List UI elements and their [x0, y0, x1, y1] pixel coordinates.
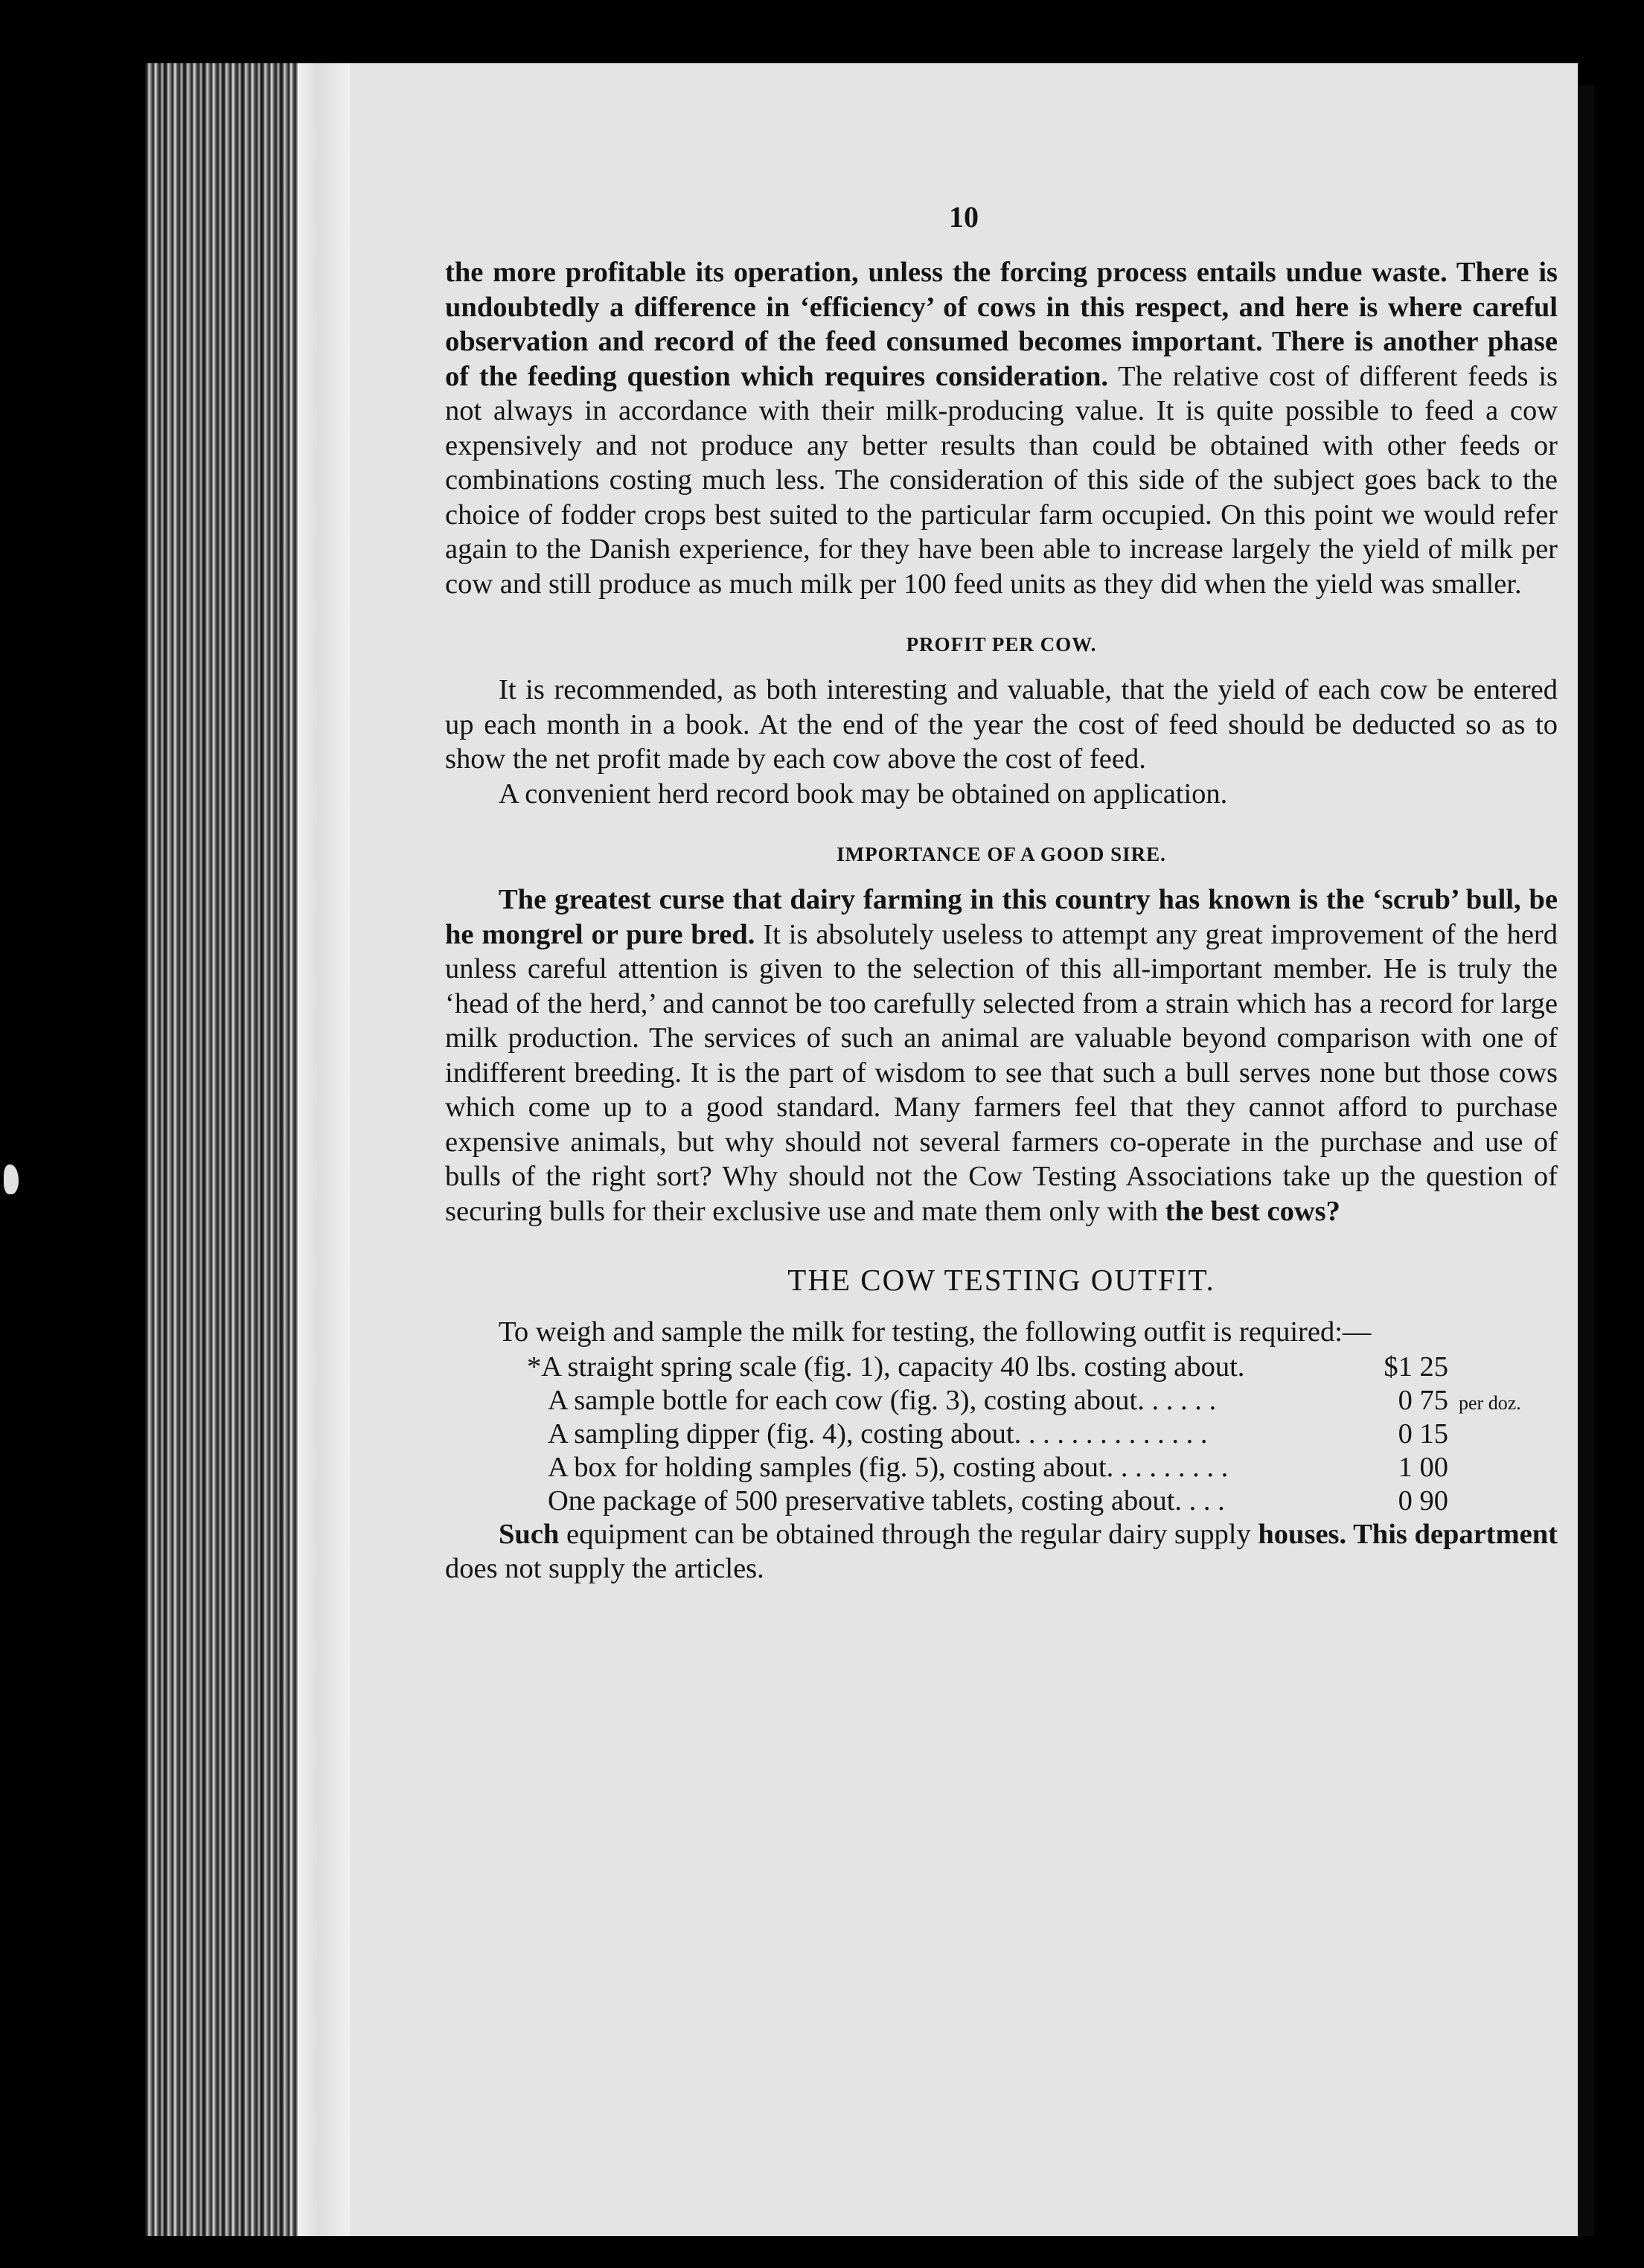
- outfit-item-price: 1 00: [1398, 1451, 1448, 1483]
- outfit-item-label: A sampling dipper (fig. 4), costing about. . . . . . . . . . . . . .: [548, 1418, 1208, 1449]
- page-gutter: [298, 63, 350, 2236]
- equipment-bold: houses. This department: [1258, 1518, 1558, 1550]
- outfit-item-label: A box for holding samples (fig. 5), costing about. . . . . . . . .: [548, 1451, 1229, 1483]
- paragraph-equipment-supply: [445, 1517, 1558, 1586]
- outfit-item-label: A sample bottle for each cow (fig. 3), costing about. . . . . .: [548, 1384, 1217, 1416]
- outfit-intro: To weigh and sample the milk for testing, the following outfit is required:—: [499, 1316, 1372, 1348]
- paragraph-sire-lead: The greatest curse that dairy farming in this country has known is the ‘scrub’ bull, be he mongrel or pure bred.: [445, 884, 1558, 950]
- outfit-item: [445, 1450, 1558, 1484]
- right-page-edge: [1578, 86, 1594, 2236]
- outfit-item-price: 0 90: [1398, 1484, 1448, 1516]
- paragraph-sire-rest: It is absolutely useless to attempt any great improvement of the herd unless careful attention is given to the selection of this all-important member. He is truly the ‘head of the herd,’ and cannot be too carefully selected from a strain which has a record for large milk production. The services of such an animal are valuable beyond comparison with one of indifferent breeding. It is the part of wisdom to see that such a bull serves none but those cows which come up to a good standard. Many farmers feel that they cannot afford to purchase expensive animals, but why should not several farmers co-operate in the purchase and use of bulls of the right sort? Why should not the Cow Testing Associations take up the question of securing bulls for their exclusive use and mate them only with: [445, 918, 1558, 1227]
- equipment-rest: does not supply the articles.: [445, 1553, 764, 1584]
- page-content: [445, 255, 1558, 1586]
- paragraph-herd-record: A convenient herd record book may be obtained on application.: [499, 778, 1228, 810]
- paragraph-sire-tail: the best cows?: [1165, 1195, 1340, 1227]
- equipment-lead: Such: [499, 1518, 560, 1550]
- outfit-item-note: per doz.: [1459, 1391, 1521, 1414]
- equipment-mid: equipment can be obtained through the regular dairy supply: [559, 1518, 1258, 1550]
- heading-profit-per-cow: PROFIT PER COW.: [906, 633, 1097, 656]
- outfit-item-price: 0 75: [1398, 1384, 1448, 1416]
- heading-cow-testing-outfit: THE COW TESTING OUTFIT.: [787, 1263, 1215, 1297]
- outfit-item-label: *A straight spring scale (fig. 1), capacity 40 lbs. costing about.: [527, 1351, 1245, 1383]
- scan-artifact: [4, 1165, 19, 1194]
- paragraph-feeding-rest: The relative cost of different feeds is not always in accordance with their milk-producing value. It is quite possible to feed a cow expensively and not produce any better results than could be obtained with other feeds or combinations costing much less. The consideration of this side of the subject goes back to the choice of fodder crops best suited to the particular farm occupied. On this point we would refer again to the Danish experience, for they have been able to increase largely the yield of milk per cow and still produce as much milk per 100 feed units as they did when the yield was smaller.: [445, 360, 1558, 600]
- outfit-item-label: One package of 500 preservative tablets, costing about. . . .: [548, 1484, 1225, 1516]
- outfit-item: [445, 1350, 1558, 1383]
- paragraph-feeding-lead: the more profitable its operation, unless the forcing process entails undue waste. There is undoubtedly a difference in ‘efficiency’ of cows in this respect, and here is where careful observation and record of the feed consumed becomes important. There is another phase of the feeding question which requires consideration.: [445, 257, 1558, 392]
- page-number: 10: [949, 200, 979, 234]
- outfit-item-price: $1 25: [1384, 1351, 1448, 1383]
- outfit-item: [445, 1417, 1558, 1450]
- outfit-item-price: 0 15: [1398, 1418, 1448, 1449]
- document-page: [350, 63, 1578, 2236]
- paragraph-feeding: [445, 255, 1558, 601]
- outfit-item: [445, 1383, 1558, 1417]
- paragraph-sire: [445, 882, 1558, 1228]
- heading-good-sire: IMPORTANCE OF A GOOD SIRE.: [837, 843, 1166, 865]
- paragraph-profit: It is recommended, as both interesting and valuable, that the yield of each cow be entered up each month in a book. At the end of the year the cost of feed should be deducted so as to show the net profit made by each cow above the cost of feed.: [445, 674, 1558, 775]
- outfit-item: [445, 1484, 1558, 1517]
